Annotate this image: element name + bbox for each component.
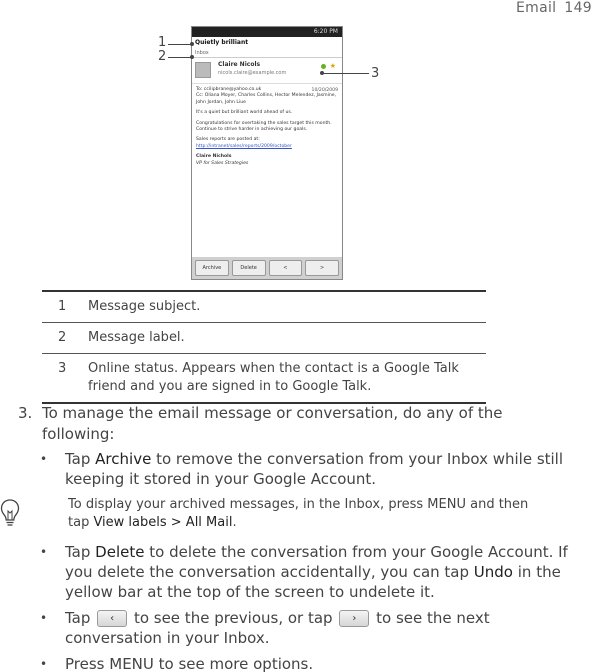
message-label: Inbox xyxy=(192,48,342,58)
callout-3: 3 xyxy=(371,66,380,81)
legend-number: 1 xyxy=(58,299,67,314)
message-date: 10/20/2009 xyxy=(311,88,338,93)
tip-text-part: . xyxy=(232,515,237,530)
legend-row xyxy=(42,292,486,322)
bullet-delete xyxy=(40,542,585,602)
body-line-2: Congratulations for overtaking the sales target this month. Continue to strive harder in achieving our goals. xyxy=(196,120,332,133)
bullet-glyph: • xyxy=(40,452,48,466)
archive-button: Archive xyxy=(195,260,229,276)
step-3 xyxy=(18,403,578,445)
sender-name: Claire Nicols xyxy=(218,61,261,68)
bullet-text: in the yellow bar at the top of the screen to undelete it. xyxy=(65,563,561,601)
bullet-text: to see the previous, or tap xyxy=(129,609,338,627)
bullet-glyph: • xyxy=(40,545,48,559)
tip-text xyxy=(68,496,548,532)
bullet-text: Tap xyxy=(65,609,96,627)
tip-text-part: To display your archived messages, in the Inbox, press MENU and then tap xyxy=(68,497,529,530)
lightbulb-icon xyxy=(0,498,20,528)
phone-button-bar xyxy=(192,257,342,279)
previous-arrow-icon: ‹ xyxy=(97,610,127,627)
to-line: To: ccilipbrane@yahoo.co.uk xyxy=(196,87,262,92)
bullet-text: Tap xyxy=(65,450,96,468)
signature-title: VP for Sales Strategies xyxy=(196,160,249,166)
legend-row xyxy=(42,353,486,402)
step-text: To manage the email message or conversation, do any of the following: xyxy=(42,404,503,443)
callout-3-line xyxy=(322,73,369,74)
star-icon: ★ xyxy=(329,62,336,70)
view-labels-term: View labels > All Mail xyxy=(93,515,233,530)
bullet-navigate xyxy=(40,608,585,648)
callout-1: 1 xyxy=(158,35,167,50)
sender-email: nicols.claire@example.com xyxy=(218,70,287,76)
signature-name: Claire Nichols xyxy=(196,154,232,160)
page-header xyxy=(516,0,592,16)
status-time: 6:20 PM xyxy=(313,28,338,35)
bullet-glyph: • xyxy=(40,611,48,625)
archive-term: Archive xyxy=(95,450,152,468)
section-title: Email xyxy=(516,0,557,16)
callout-3-dot xyxy=(320,71,324,75)
online-status-icon xyxy=(321,64,326,69)
callout-2: 2 xyxy=(158,49,167,64)
legend-text: Message label. xyxy=(88,330,185,345)
legend-row xyxy=(42,322,486,353)
bullet-text: to delete the conversation from your Google Account. If you delete the conversation accidentally, you can tap xyxy=(65,543,568,581)
report-link: http://intranet/sales/reports/2009/october xyxy=(196,143,292,149)
undo-term: Undo xyxy=(473,563,513,581)
phone-screenshot xyxy=(191,26,343,280)
page-number: 149 xyxy=(564,0,592,16)
avatar xyxy=(195,62,211,78)
bullet-text: Tap xyxy=(65,543,96,561)
body-line-1: It's a quiet but brilliant world ahead of us. xyxy=(196,110,293,116)
next-arrow-icon: › xyxy=(339,610,369,627)
cc-line: Cc: Oliana Moyer, Charles Collins, Hector Melendez, Jasmine, John Jordan, John Liue xyxy=(196,93,337,105)
callout-2-dot xyxy=(190,55,194,59)
previous-button: < xyxy=(269,260,303,276)
bullet-archive xyxy=(40,449,585,489)
bullet-text: Press MENU to see more options. xyxy=(65,655,314,672)
callout-1-line xyxy=(168,44,192,45)
message-subject: Quietly brilliant xyxy=(192,37,342,48)
delete-term: Delete xyxy=(95,543,145,561)
status-bar xyxy=(192,27,342,37)
bullet-glyph: • xyxy=(40,657,48,671)
bullet-text: to see the next conversation in your Inbox. xyxy=(65,609,490,647)
callout-1-dot xyxy=(190,42,194,46)
callout-2-line xyxy=(168,57,192,58)
bullet-menu xyxy=(40,654,585,672)
body-line-3: Sales reports are posted at: xyxy=(196,137,260,143)
step-number: 3. xyxy=(18,404,33,422)
next-button: > xyxy=(305,260,339,276)
delete-button: Delete xyxy=(232,260,266,276)
legend-number: 2 xyxy=(58,330,67,345)
message-body xyxy=(192,84,342,269)
legend-text: Message subject. xyxy=(88,299,201,314)
legend-number: 3 xyxy=(58,361,67,376)
legend-text: Online status. Appears when the contact is a Google Talk friend and you are signed in to Google Talk. xyxy=(88,361,459,394)
bullet-text: to remove the conversation from your Inbox while still keeping it stored in your Google Account. xyxy=(65,450,564,488)
callout-legend-table xyxy=(42,290,486,404)
